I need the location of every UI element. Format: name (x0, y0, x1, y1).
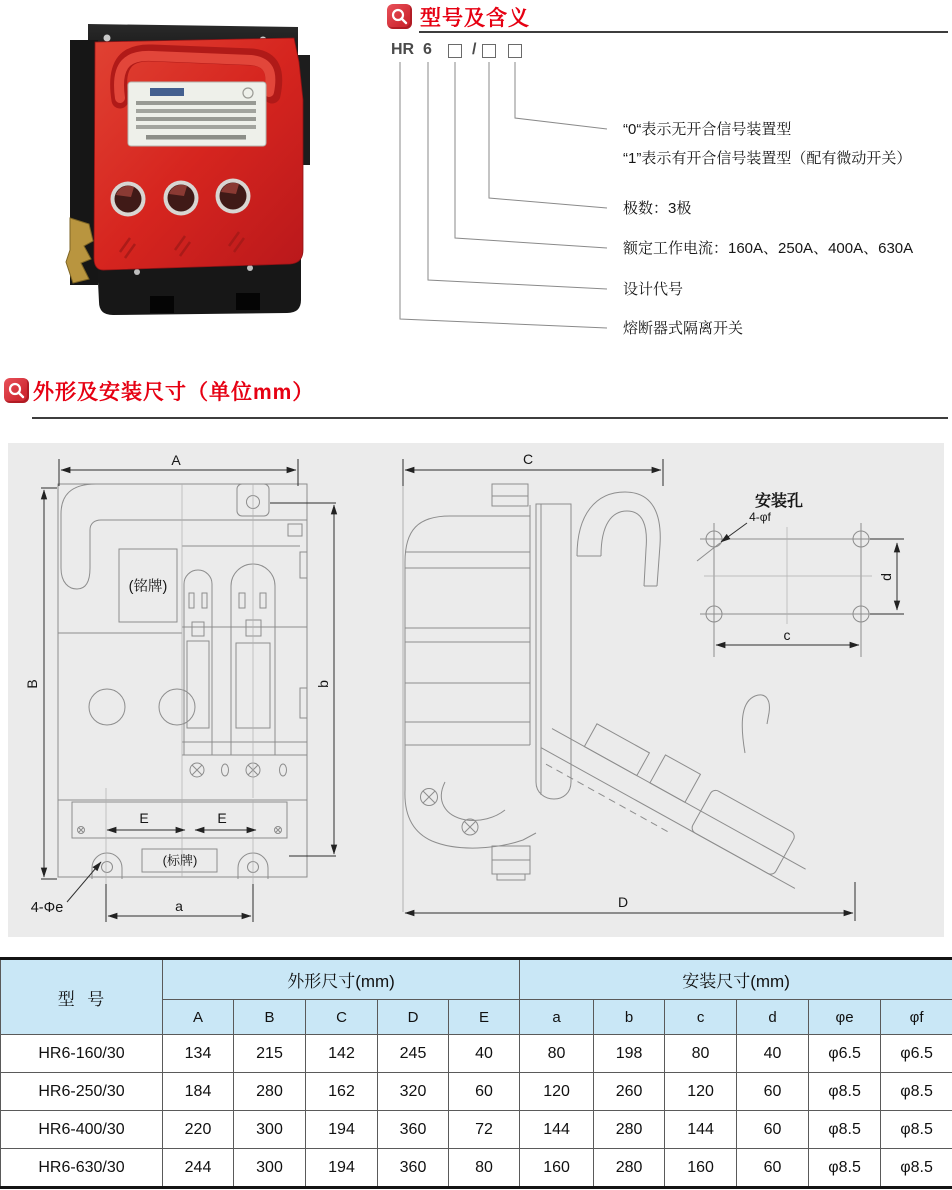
value-cell: 80 (449, 1149, 520, 1188)
model-label-current: 额定工作电流：160A、250A、400A、630A (623, 240, 914, 257)
value-cell: 194 (306, 1149, 378, 1188)
value-cell: φ8.5 (809, 1073, 881, 1111)
value-cell: 162 (306, 1073, 378, 1111)
value-cell: 144 (520, 1111, 594, 1149)
value-cell: 360 (378, 1111, 449, 1149)
value-cell: 120 (520, 1073, 594, 1111)
value-cell: 215 (234, 1035, 306, 1073)
front-view-drawing (24, 452, 336, 922)
value-cell: 220 (163, 1111, 234, 1149)
dim-label-E: E (217, 810, 227, 826)
col-header-D: D (378, 1000, 449, 1035)
value-cell: φ8.5 (881, 1073, 952, 1111)
col-group-outline-dims: 外形尺寸(mm) (163, 959, 520, 1000)
value-cell: 280 (594, 1111, 665, 1149)
value-cell: 245 (378, 1035, 449, 1073)
value-cell: 80 (665, 1035, 737, 1073)
col-header-phi-e: φe (809, 1000, 881, 1035)
col-group-mounting-dims: 安装尺寸(mm) (520, 959, 952, 1000)
model-label-design-code: 设计代号 (623, 281, 684, 298)
tag-label: (标牌) (162, 853, 198, 868)
model-slash: / (472, 41, 477, 58)
dimension-drawings (8, 443, 944, 937)
value-cell: 360 (378, 1149, 449, 1188)
col-header-phi-f: φf (881, 1000, 952, 1035)
col-header-A: A (163, 1000, 234, 1035)
hole-callout-4-phi-e: 4-Φe (30, 900, 64, 916)
fuse-hole (164, 181, 199, 216)
model-cell: HR6-630/30 (1, 1149, 163, 1188)
table-row (1, 1035, 952, 1073)
dim-label-c: c (783, 627, 791, 643)
value-cell: 198 (594, 1035, 665, 1073)
value-cell: 320 (378, 1073, 449, 1111)
section-title-model: 型号及含义 (420, 7, 530, 30)
section-rule (32, 417, 948, 419)
model-design-digit: 6 (423, 41, 432, 58)
table-row (1, 1149, 952, 1188)
section-rule (419, 31, 948, 33)
table-row (1, 1111, 952, 1149)
value-cell: φ8.5 (809, 1111, 881, 1149)
magnifier-icon (387, 4, 412, 29)
value-cell: 260 (594, 1073, 665, 1111)
col-header-a: a (520, 1000, 594, 1035)
dim-label-C: C (522, 451, 534, 467)
hole-callout-4-phi-f: 4-φf (749, 510, 771, 524)
mounting-hole-diagram (697, 491, 904, 657)
table-row (1, 1073, 952, 1111)
value-cell: 300 (234, 1111, 306, 1149)
value-cell: 300 (234, 1149, 306, 1188)
fuse-hole (216, 179, 251, 214)
model-cell: HR6-400/30 (1, 1111, 163, 1149)
value-cell: 144 (665, 1111, 737, 1149)
dim-label-b: b (315, 680, 331, 688)
col-header-C: C (306, 1000, 378, 1035)
model-label-signal-0: “0“表示无开合信号装置型 (623, 121, 792, 138)
model-cell: HR6-250/30 (1, 1073, 163, 1111)
dim-label-D: D (617, 894, 629, 910)
value-cell: φ8.5 (881, 1111, 952, 1149)
model-prefix: HR (391, 41, 415, 58)
col-header-B: B (234, 1000, 306, 1035)
value-cell: 160 (520, 1149, 594, 1188)
value-cell: 80 (520, 1035, 594, 1073)
fuse-hole (111, 182, 146, 217)
connector-line (455, 62, 607, 248)
value-cell: 142 (306, 1035, 378, 1073)
value-cell: φ6.5 (881, 1035, 952, 1073)
col-header-d: d (737, 1000, 809, 1035)
value-cell: 120 (665, 1073, 737, 1111)
magnifier-icon (4, 378, 29, 403)
dim-label-d: d (878, 573, 894, 581)
value-cell: 72 (449, 1111, 520, 1149)
spec-table-body (1, 1035, 952, 1188)
value-cell: 60 (449, 1073, 520, 1111)
value-cell: 184 (163, 1073, 234, 1111)
col-header-E: E (449, 1000, 520, 1035)
nameplate-label: (铭牌) (128, 579, 168, 595)
value-cell: 194 (306, 1111, 378, 1149)
value-cell: 60 (737, 1149, 809, 1188)
model-label-product-type: 熔断器式隔离开关 (623, 320, 744, 337)
value-cell: 60 (737, 1111, 809, 1149)
value-cell: φ6.5 (809, 1035, 881, 1073)
dim-label-a: a (175, 898, 183, 914)
model-structure-diagram (380, 36, 952, 342)
connector-line (489, 62, 607, 208)
connector-line (515, 62, 607, 129)
dim-label-B: B (24, 679, 40, 689)
section-title-dimensions: 外形及安装尺寸（单位mm） (33, 381, 315, 404)
model-label-signal-1: “1”表示有开合信号装置型（配有微动开关） (623, 150, 912, 167)
value-cell: φ8.5 (809, 1149, 881, 1188)
model-label-poles: 极数：3极 (623, 200, 692, 217)
table-header-groups (1, 959, 952, 1000)
switch-body-photo (66, 24, 310, 315)
model-cell: HR6-160/30 (1, 1035, 163, 1073)
mounting-hole-title: 安装孔 (754, 493, 804, 510)
side-view-drawing (403, 451, 855, 921)
col-header-b: b (594, 1000, 665, 1035)
connector-line (400, 62, 607, 328)
value-cell: 40 (737, 1035, 809, 1073)
dim-label-A: A (171, 452, 181, 468)
value-cell: 134 (163, 1035, 234, 1073)
value-cell: 280 (234, 1073, 306, 1111)
product-photo (52, 12, 332, 342)
value-cell: φ8.5 (881, 1149, 952, 1188)
col-header-model: 型 号 (1, 959, 163, 1035)
spec-table (0, 957, 952, 1189)
value-cell: 40 (449, 1035, 520, 1073)
value-cell: 244 (163, 1149, 234, 1188)
value-cell: 60 (737, 1073, 809, 1111)
value-cell: 160 (665, 1149, 737, 1188)
dim-label-E: E (139, 810, 149, 826)
value-cell: 280 (594, 1149, 665, 1188)
col-header-c: c (665, 1000, 737, 1035)
